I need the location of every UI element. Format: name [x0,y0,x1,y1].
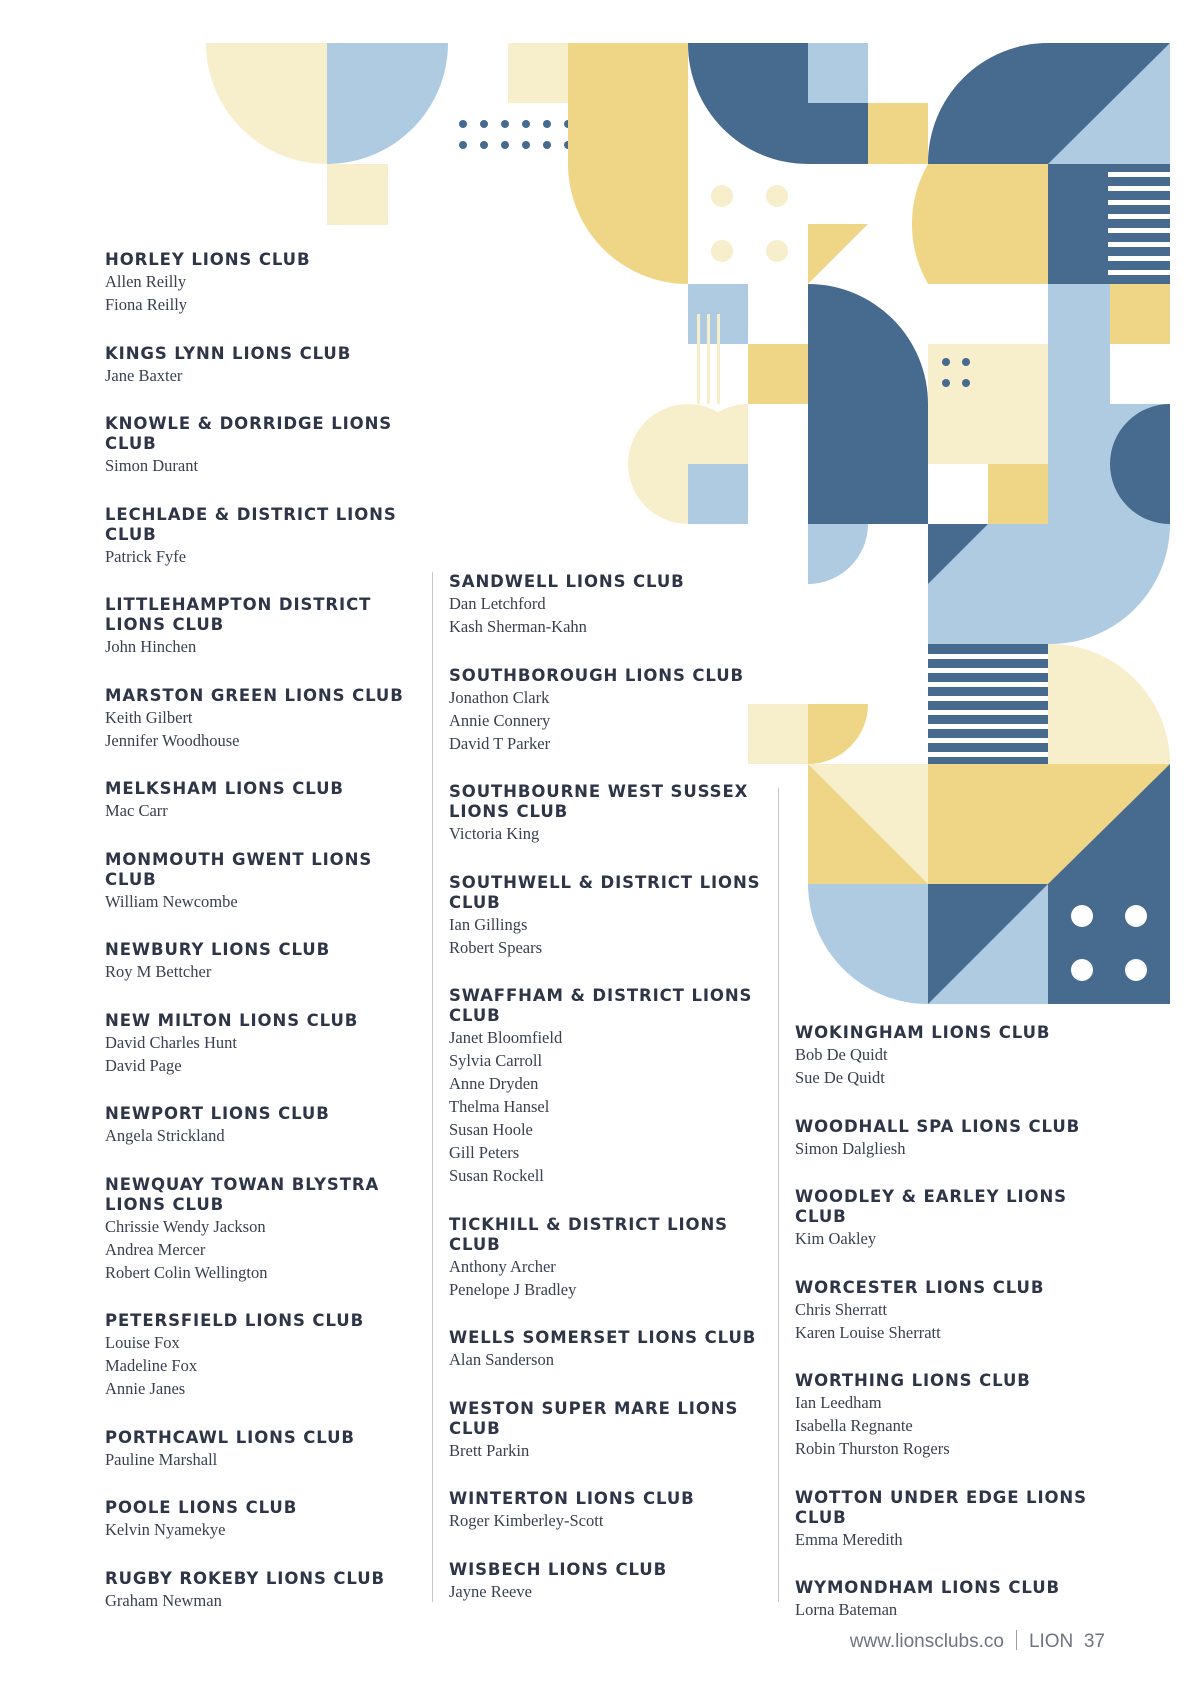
club-name: NEW MILTON LIONS CLUB [105,1010,359,1030]
club-entry [105,1104,425,1147]
club-column-2 [449,572,769,1630]
club-entry [449,1560,769,1603]
club-entry [449,1489,769,1532]
club-name: MARSTON GREEN LIONS CLUB [105,685,404,705]
member-name: David Page [105,1055,182,1075]
member-name: Graham Newman [105,1590,222,1610]
club-name: WELLS SOMERSET LIONS CLUB [449,1328,757,1347]
club-name: WOODHALL SPA LIONS CLUB [795,1116,1081,1136]
club-entry [795,1117,1125,1160]
club-name: NEWQUAY TOWAN BLYSTRA LIONS CLUB [105,1174,380,1214]
club-name: LITTLEHAMPTON DISTRICT LIONS CLUB [105,595,372,634]
club-entry [105,686,425,752]
page-footer [850,1630,1105,1653]
member-name: Chrissie Wendy Jackson [105,1216,266,1236]
member-name: Lorna Bateman [795,1600,898,1619]
member-name: Mac Carr [105,801,168,820]
club-entry [449,1328,769,1371]
member-name: Ian Gillings [449,914,528,934]
club-name: TICKHILL & DISTRICT LIONS CLUB [449,1214,728,1254]
member-name: Isabella Regnante [795,1416,913,1435]
club-name: KNOWLE & DORRIDGE LIONS CLUB [105,414,393,453]
club-name: SOUTHBOURNE WEST SUSSEX LIONS CLUB [449,782,749,821]
member-name: Dan Letchford [449,594,546,613]
club-entry [795,1578,1125,1621]
column-divider-1 [432,572,433,1602]
member-name: Madeline Fox [105,1356,198,1375]
member-name: Karen Louise Sherratt [795,1322,941,1342]
member-name: Keith Gilbert [105,707,193,727]
member-name: Jane Baxter [105,365,183,385]
club-name: MONMOUTH GWENT LIONS CLUB [105,849,373,889]
club-name: RUGBY ROKEBY LIONS CLUB [105,1568,385,1588]
member-name: William Newcombe [105,891,238,911]
member-name: Sylvia Carroll [449,1051,543,1070]
club-name: PETERSFIELD LIONS CLUB [105,1311,365,1330]
club-entry [449,572,769,638]
member-name: Chris Sherratt [795,1299,888,1319]
club-name: HORLEY LIONS CLUB [105,250,311,269]
club-name: WISBECH LIONS CLUB [449,1559,668,1579]
member-name: Bob De Quidt [795,1045,888,1064]
member-name: Victoria King [449,824,540,843]
club-entry [105,1569,425,1612]
member-name: Robin Thurston Rogers [795,1439,950,1458]
club-entry [105,940,425,983]
club-name: WORTHING LIONS CLUB [795,1371,1031,1390]
club-name: WOTTON UNDER EDGE LIONS CLUB [795,1487,1087,1527]
member-name: Kim Oakley [795,1229,877,1248]
club-column-1 [105,250,425,1639]
club-entry [449,986,769,1187]
member-name: Jennifer Woodhouse [105,730,240,750]
member-name: Janet Bloomfield [449,1028,563,1047]
member-name: Pauline Marshall [105,1449,218,1469]
member-name: Angela Strickland [105,1126,225,1145]
member-name: Annie Janes [105,1379,186,1398]
club-name: WINTERTON LIONS CLUB [449,1489,695,1508]
member-name: Penelope J Bradley [449,1279,577,1299]
member-name: Alan Sanderson [449,1350,554,1369]
club-name: WESTON SUPER MARE LIONS CLUB [449,1398,739,1438]
member-name: David T Parker [449,733,551,753]
club-name: SOUTHBOROUGH LIONS CLUB [449,665,745,685]
member-name: Anne Dryden [449,1074,539,1093]
member-name: Roy M Bettcher [105,962,212,981]
club-entry [449,1215,769,1301]
member-name: Roger Kimberley-Scott [449,1511,604,1530]
club-name: WORCESTER LIONS CLUB [795,1277,1045,1297]
member-name: Simon Dalgliesh [795,1138,906,1158]
club-entry [449,666,769,755]
club-name: WOODLEY & EARLEY LIONS CLUB [795,1187,1067,1226]
column-divider-2 [778,788,779,1602]
club-name: WOKINGHAM LIONS CLUB [795,1023,1051,1042]
club-entry [105,850,425,913]
member-name: Jonathon Clark [449,687,550,707]
club-entry [449,782,769,845]
club-column-3 [795,1023,1125,1649]
club-entry [105,344,425,387]
club-name: WYMONDHAM LIONS CLUB [795,1578,1060,1597]
club-name: SWAFFHAM & DISTRICT LIONS CLUB [449,986,753,1025]
club-name: NEWBURY LIONS CLUB [105,940,331,959]
club-name: SOUTHWELL & DISTRICT LIONS CLUB [449,872,761,912]
club-name: POOLE LIONS CLUB [105,1498,298,1517]
member-name: Thelma Hansel [449,1097,550,1116]
member-name: David Charles Hunt [105,1032,237,1052]
club-entry [105,1428,425,1471]
club-entry [795,1187,1125,1250]
member-name: Simon Durant [105,456,199,475]
member-name: Susan Rockell [449,1166,544,1185]
member-name: Sue De Quidt [795,1068,885,1087]
member-name: Allen Reilly [105,272,187,291]
club-entry [449,1399,769,1462]
club-entry [105,779,425,822]
magazine-name: LION [1028,1631,1074,1652]
member-name: Robert Spears [449,937,543,957]
club-name: MELKSHAM LIONS CLUB [105,779,344,798]
club-name: SANDWELL LIONS CLUB [449,572,685,591]
member-name: Andrea Mercer [105,1239,206,1259]
club-entry [105,250,425,316]
club-entry [105,595,425,658]
club-entry [105,1311,425,1400]
member-name: Gill Peters [449,1143,520,1162]
club-entry [795,1023,1125,1089]
member-name: Anthony Archer [449,1256,556,1276]
club-entry [105,1498,425,1541]
club-entry [105,505,425,568]
club-entry [795,1278,1125,1344]
member-name: Jayne Reeve [449,1581,532,1601]
page-number: 37 [1083,1631,1105,1652]
club-name: KINGS LYNN LIONS CLUB [105,343,352,363]
club-entry [105,1175,425,1284]
website-link[interactable]: www.lionsclubs.co [849,1631,1004,1652]
member-name: Ian Leedham [795,1393,882,1412]
club-name: NEWPORT LIONS CLUB [105,1104,330,1123]
member-name: Patrick Fyfe [105,546,187,566]
club-entry [105,1011,425,1077]
member-name: Emma Meredith [795,1529,903,1549]
member-name: John Hinchen [105,637,197,656]
member-name: Susan Hoole [449,1120,533,1139]
club-name: LECHLADE & DISTRICT LIONS CLUB [105,504,397,544]
member-name: Louise Fox [105,1333,180,1352]
member-name: Brett Parkin [449,1440,530,1460]
member-name: Annie Connery [449,710,551,730]
member-name: Fiona Reilly [105,295,188,314]
member-name: Kash Sherman-Kahn [449,617,587,636]
club-entry [795,1488,1125,1551]
club-entry [105,414,425,477]
member-name: Robert Colin Wellington [105,1262,268,1282]
footer-divider [1016,1630,1017,1650]
club-name: PORTHCAWL LIONS CLUB [105,1427,355,1447]
member-name: Kelvin Nyamekye [105,1520,226,1539]
club-entry [795,1371,1125,1460]
club-entry [449,873,769,959]
